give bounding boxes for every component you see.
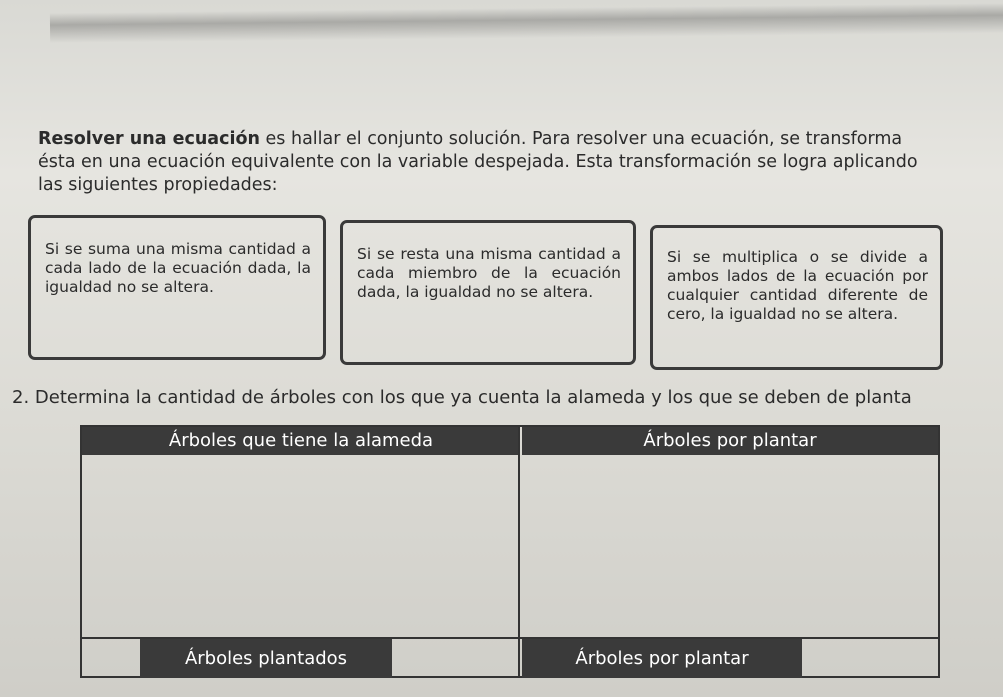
answer-cell-trees-present[interactable] <box>82 455 518 637</box>
intro-paragraph <box>38 128 1003 197</box>
table-footer-trees-to-plant: Árboles por plantar <box>522 639 802 678</box>
property-box-addition: Si se suma una misma cantidad a cada lado de la ecuación dada, la igualdad no se altera. <box>28 215 326 360</box>
table-header-trees-to-plant: Árboles por plantar <box>522 427 938 455</box>
table-header-trees-present: Árboles que tiene la alameda <box>82 427 520 455</box>
trees-table <box>80 425 940 678</box>
page-top-shadow-rule <box>50 3 1003 43</box>
table-footer-trees-planted: Árboles plantados <box>140 639 392 678</box>
intro-line-3: las siguientes propiedades: <box>38 175 278 195</box>
property-box-subtraction: Si se resta una misma cantidad a cada miembro de la ecuación dada, la igualdad no se altera. <box>340 220 636 365</box>
answer-cell-trees-to-plant[interactable] <box>520 455 938 637</box>
property-box-multiplication: Si se multiplica o se divide a ambos lados de la ecuación por cualquier cantidad diferente de cero, la igualdad no se altera. <box>650 225 943 370</box>
intro-line-1-rest: es hallar el conjunto solución. Para resolver una ecuación, se transforma <box>259 129 903 149</box>
intro-line-1 <box>38 128 1003 151</box>
intro-line-2: ésta en una ecuación equivalente con la variable despejada. Esta transformación se logra aplicando <box>38 152 918 172</box>
question-2: 2. Determina la cantidad de árboles con los que ya cuenta la alameda y los que se deben de planta <box>12 387 912 408</box>
intro-bold-term: Resolver una ecuación <box>38 129 260 149</box>
